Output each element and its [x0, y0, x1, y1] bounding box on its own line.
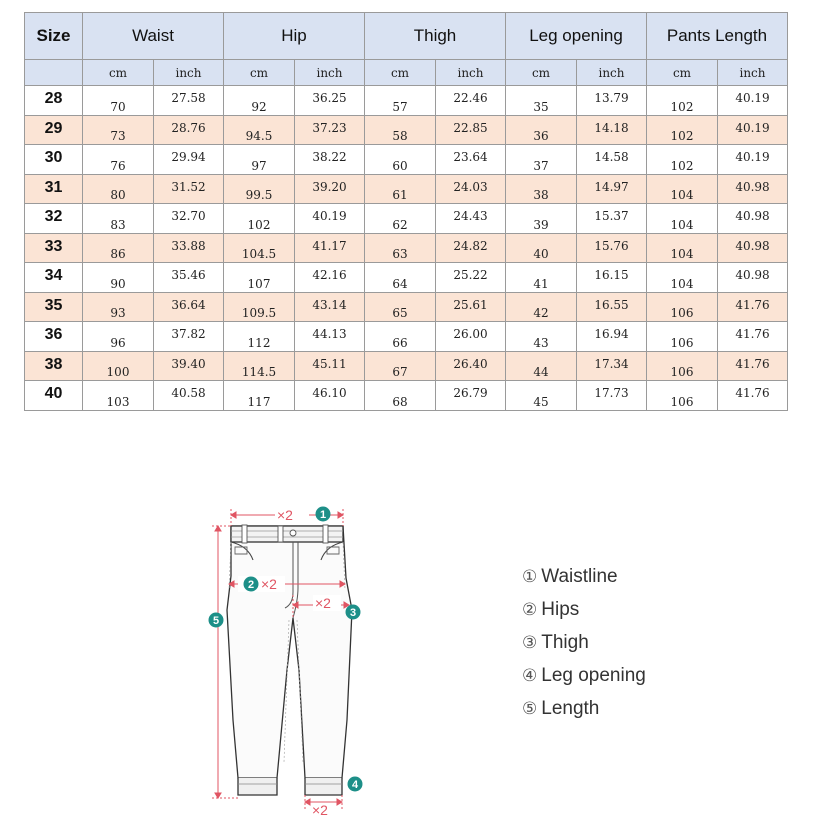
inch-value-cell: 41.76	[718, 292, 788, 322]
cm-value-cell: 104	[647, 233, 718, 263]
cm-value-cell: 37	[506, 145, 577, 175]
cm-value-cell: 107	[224, 263, 295, 293]
legend-number: ⑤	[522, 699, 538, 719]
cm-value-cell: 102	[647, 145, 718, 175]
unit-cell: cm	[365, 60, 436, 86]
cm-value-cell: 73	[83, 115, 154, 145]
size-cell: 32	[25, 204, 83, 234]
cm-value-cell: 38	[506, 174, 577, 204]
cm-value-cell: 35	[506, 86, 577, 116]
cm-value-cell: 117	[224, 381, 295, 411]
inch-value-cell: 23.64	[436, 145, 506, 175]
cm-value-cell: 61	[365, 174, 436, 204]
inch-value-cell: 14.18	[577, 115, 647, 145]
leg-opening-times-two: ×2	[312, 802, 328, 818]
cm-value-cell: 90	[83, 263, 154, 293]
inch-value-cell: 37.82	[154, 322, 224, 352]
unit-cell: inch	[154, 60, 224, 86]
inch-value-cell: 46.10	[295, 381, 365, 411]
legend-label: Waistline	[541, 566, 618, 587]
table-row	[25, 322, 788, 352]
inch-value-cell: 38.22	[295, 145, 365, 175]
inch-value-cell: 40.98	[718, 174, 788, 204]
cm-value-cell: 68	[365, 381, 436, 411]
inch-value-cell: 22.85	[436, 115, 506, 145]
inch-value-cell: 26.00	[436, 322, 506, 352]
inch-value-cell: 40.19	[295, 204, 365, 234]
inch-value-cell: 17.73	[577, 381, 647, 411]
cm-value-cell: 70	[83, 86, 154, 116]
header-thigh: Thigh	[365, 13, 506, 60]
inch-value-cell: 40.19	[718, 115, 788, 145]
table-row	[25, 351, 788, 381]
header-leg-opening: Leg opening	[506, 13, 647, 60]
inch-value-cell: 40.98	[718, 263, 788, 293]
legend-label: Thigh	[541, 632, 589, 653]
table-row	[25, 86, 788, 116]
inch-value-cell: 40.19	[718, 145, 788, 175]
size-cell: 40	[25, 381, 83, 411]
table-row	[25, 233, 788, 263]
size-cell: 35	[25, 292, 83, 322]
legend-item-length	[522, 695, 646, 728]
cm-value-cell: 83	[83, 204, 154, 234]
cm-value-cell: 106	[647, 381, 718, 411]
units-blank-cell	[25, 60, 83, 86]
cm-value-cell: 62	[365, 204, 436, 234]
inch-value-cell: 41.17	[295, 233, 365, 263]
marker-5-label: 5	[212, 615, 220, 627]
hip-times-two: ×2	[261, 576, 277, 592]
size-cell: 36	[25, 322, 83, 352]
inch-value-cell: 24.03	[436, 174, 506, 204]
marker-1-label: 1	[319, 509, 327, 521]
inch-value-cell: 16.15	[577, 263, 647, 293]
cm-value-cell: 44	[506, 351, 577, 381]
units-row	[25, 60, 788, 86]
legend-item-waistline	[522, 563, 646, 596]
inch-value-cell: 33.88	[154, 233, 224, 263]
inch-value-cell: 41.76	[718, 351, 788, 381]
inch-value-cell: 25.22	[436, 263, 506, 293]
table-row	[25, 292, 788, 322]
inch-value-cell: 36.64	[154, 292, 224, 322]
cm-value-cell: 114.5	[224, 351, 295, 381]
header-waist: Waist	[83, 13, 224, 60]
cm-value-cell: 42	[506, 292, 577, 322]
cm-value-cell: 97	[224, 145, 295, 175]
inch-value-cell: 43.14	[295, 292, 365, 322]
inch-value-cell: 14.97	[577, 174, 647, 204]
inch-value-cell: 29.94	[154, 145, 224, 175]
cm-value-cell: 39	[506, 204, 577, 234]
cm-value-cell: 57	[365, 86, 436, 116]
unit-cell: cm	[506, 60, 577, 86]
inch-value-cell: 22.46	[436, 86, 506, 116]
cm-value-cell: 45	[506, 381, 577, 411]
cm-value-cell: 104.5	[224, 233, 295, 263]
legend-item-hips	[522, 596, 646, 629]
measurement-legend	[522, 563, 646, 728]
inch-value-cell: 32.70	[154, 204, 224, 234]
table-header-row	[25, 13, 788, 60]
cm-value-cell: 99.5	[224, 174, 295, 204]
table-row	[25, 381, 788, 411]
inch-value-cell: 39.20	[295, 174, 365, 204]
cm-value-cell: 63	[365, 233, 436, 263]
inch-value-cell: 41.76	[718, 322, 788, 352]
cm-value-cell: 65	[365, 292, 436, 322]
inch-value-cell: 40.98	[718, 233, 788, 263]
unit-cell: inch	[577, 60, 647, 86]
cm-value-cell: 102	[647, 86, 718, 116]
inch-value-cell: 15.76	[577, 233, 647, 263]
inch-value-cell: 40.58	[154, 381, 224, 411]
size-cell: 38	[25, 351, 83, 381]
table-row	[25, 145, 788, 175]
inch-value-cell: 27.58	[154, 86, 224, 116]
inch-value-cell: 36.25	[295, 86, 365, 116]
inch-value-cell: 15.37	[577, 204, 647, 234]
header-hip: Hip	[224, 13, 365, 60]
cm-value-cell: 64	[365, 263, 436, 293]
cm-value-cell: 94.5	[224, 115, 295, 145]
marker-3-label: 3	[349, 607, 357, 619]
marker-2-label: 2	[247, 579, 255, 591]
header-size: Size	[25, 13, 83, 60]
thigh-times-two: ×2	[315, 595, 331, 611]
cm-value-cell: 93	[83, 292, 154, 322]
inch-value-cell: 25.61	[436, 292, 506, 322]
cm-value-cell: 66	[365, 322, 436, 352]
legend-number: ②	[522, 600, 538, 620]
cm-value-cell: 106	[647, 322, 718, 352]
cm-value-cell: 76	[83, 145, 154, 175]
table-row	[25, 174, 788, 204]
size-chart-table	[24, 12, 788, 411]
size-cell: 33	[25, 233, 83, 263]
size-table-body	[25, 86, 788, 411]
cm-value-cell: 58	[365, 115, 436, 145]
cm-value-cell: 106	[647, 351, 718, 381]
inch-value-cell: 45.11	[295, 351, 365, 381]
cm-value-cell: 112	[224, 322, 295, 352]
cm-value-cell: 100	[83, 351, 154, 381]
cm-value-cell: 86	[83, 233, 154, 263]
pants-measurement-diagram	[205, 500, 380, 818]
inch-value-cell: 16.94	[577, 322, 647, 352]
waist-times-two: ×2	[277, 507, 293, 523]
size-cell: 29	[25, 115, 83, 145]
cm-value-cell: 80	[83, 174, 154, 204]
unit-cell: cm	[83, 60, 154, 86]
unit-cell: inch	[436, 60, 506, 86]
unit-cell: cm	[224, 60, 295, 86]
cm-value-cell: 96	[83, 322, 154, 352]
inch-value-cell: 42.16	[295, 263, 365, 293]
inch-value-cell: 24.82	[436, 233, 506, 263]
inch-value-cell: 39.40	[154, 351, 224, 381]
inch-value-cell: 24.43	[436, 204, 506, 234]
cm-value-cell: 43	[506, 322, 577, 352]
legend-number: ①	[522, 567, 538, 587]
cm-value-cell: 36	[506, 115, 577, 145]
cm-value-cell: 104	[647, 263, 718, 293]
inch-value-cell: 37.23	[295, 115, 365, 145]
inch-value-cell: 13.79	[577, 86, 647, 116]
cm-value-cell: 92	[224, 86, 295, 116]
unit-cell: inch	[718, 60, 788, 86]
cm-value-cell: 106	[647, 292, 718, 322]
pants-illustration	[227, 525, 352, 795]
cm-value-cell: 104	[647, 174, 718, 204]
cm-value-cell: 102	[647, 115, 718, 145]
inch-value-cell: 28.76	[154, 115, 224, 145]
cm-value-cell: 41	[506, 263, 577, 293]
legend-label: Hips	[541, 599, 580, 620]
cm-value-cell: 60	[365, 145, 436, 175]
cm-value-cell: 109.5	[224, 292, 295, 322]
inch-value-cell: 41.76	[718, 381, 788, 411]
table-row	[25, 115, 788, 145]
inch-value-cell: 31.52	[154, 174, 224, 204]
inch-value-cell: 26.79	[436, 381, 506, 411]
inch-value-cell: 44.13	[295, 322, 365, 352]
inch-value-cell: 35.46	[154, 263, 224, 293]
size-cell: 30	[25, 145, 83, 175]
unit-cell: inch	[295, 60, 365, 86]
cm-value-cell: 103	[83, 381, 154, 411]
cm-value-cell: 102	[224, 204, 295, 234]
legend-item-leg-opening	[522, 662, 646, 695]
table-row	[25, 204, 788, 234]
header-pants-length: Pants Length	[647, 13, 788, 60]
marker-4-label: 4	[351, 779, 359, 791]
size-cell: 31	[25, 174, 83, 204]
inch-value-cell: 40.98	[718, 204, 788, 234]
unit-cell: cm	[647, 60, 718, 86]
legend-label: Length	[541, 698, 600, 719]
cm-value-cell: 104	[647, 204, 718, 234]
inch-value-cell: 14.58	[577, 145, 647, 175]
legend-label: Leg opening	[541, 665, 646, 686]
table-row	[25, 263, 788, 293]
legend-number: ④	[522, 666, 538, 686]
inch-value-cell: 40.19	[718, 86, 788, 116]
cm-value-cell: 67	[365, 351, 436, 381]
inch-value-cell: 26.40	[436, 351, 506, 381]
cm-value-cell: 40	[506, 233, 577, 263]
size-cell: 28	[25, 86, 83, 116]
inch-value-cell: 16.55	[577, 292, 647, 322]
legend-number: ③	[522, 633, 538, 653]
size-cell: 34	[25, 263, 83, 293]
inch-value-cell: 17.34	[577, 351, 647, 381]
legend-item-thigh	[522, 629, 646, 662]
